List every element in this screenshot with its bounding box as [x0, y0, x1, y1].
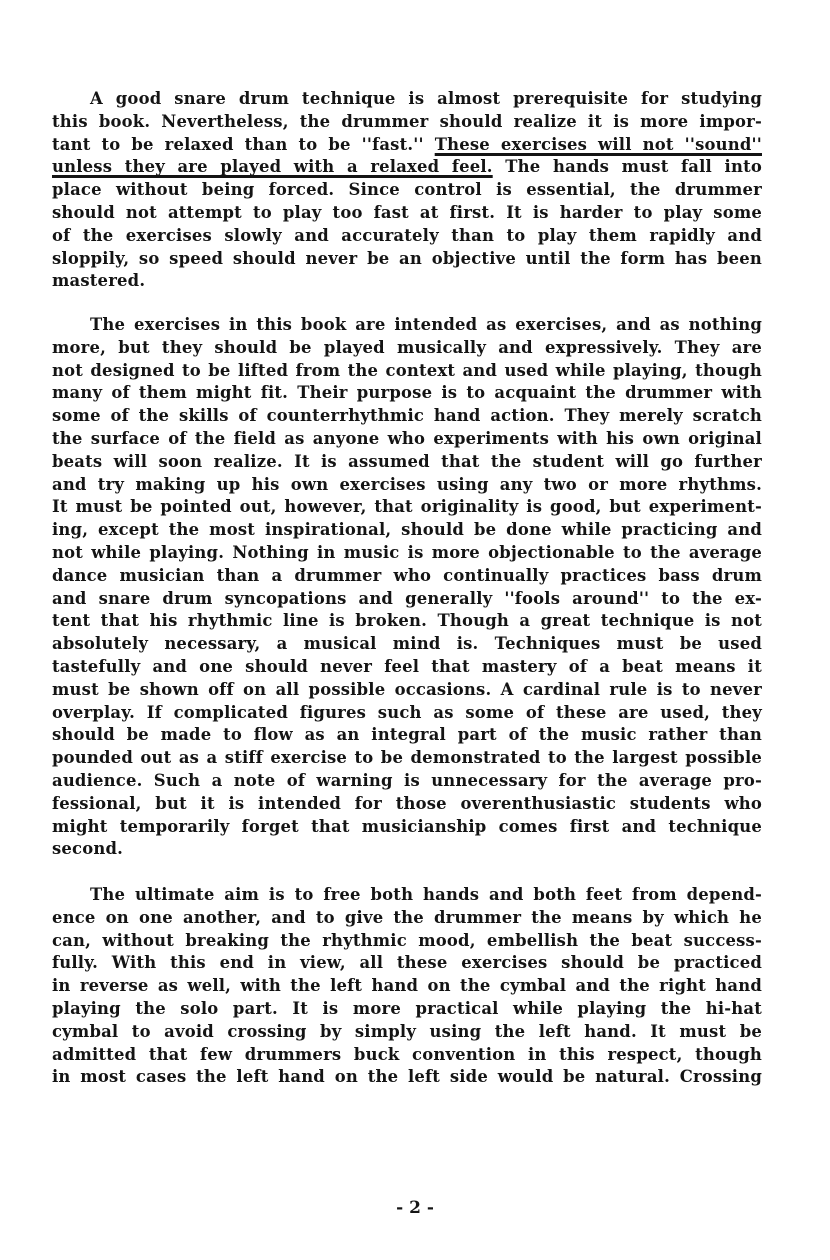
- text-segment: The hands must fall into: [505, 157, 762, 177]
- text-line: more, but they should be played musically and expressively. They are: [52, 337, 762, 357]
- underlined-text: unless they are played with a relaxed feel.: [52, 157, 493, 177]
- text-line: not designed to be lifted from the context and used while playing, though: [52, 360, 762, 380]
- text-line: dance musician than a drummer who continually practices bass drum: [52, 565, 762, 585]
- text-line: absolutely necessary, a musical mind is. Techniques must be used: [52, 634, 762, 654]
- text-line: some of the skills of counterrhythmic hand action. They merely scratch: [52, 406, 762, 426]
- underlined-text: These exercises will not ''sound'': [434, 134, 762, 154]
- text-line: in reverse as well, with the left hand on the cymbal and the right hand: [52, 976, 762, 996]
- text-line: audience. Such a note of warning is unnecessary for the average pro-: [52, 770, 762, 790]
- text-line: ence on one another, and to give the drummer the means by which he: [52, 907, 762, 927]
- text-line: sloppily, so speed should never be an objective until the form has been: [52, 248, 762, 268]
- text-line: tent that his rhythmic line is broken. Though a great technique is not: [52, 611, 762, 631]
- text-line: should be made to flow as an integral part of the music rather than: [52, 725, 762, 745]
- text-line: The exercises in this book are intended as exercises, and as nothing: [90, 315, 762, 334]
- text-line: playing the solo part. It is more practical while playing the hi-hat: [52, 998, 762, 1018]
- text-line: pounded out as a stiff exercise to be demonstrated to the largest possible: [52, 748, 762, 768]
- text-line: the surface of the field as anyone who experiments with his own original: [52, 428, 762, 448]
- paragraph-3: [52, 884, 762, 1089]
- text-line: and try making up his own exercises using any two or more rhythms.: [52, 474, 762, 494]
- text-line: fully. With this end in view, all these exercises should be practiced: [52, 953, 762, 973]
- text-line: might temporarily forget that musicianship comes first and technique: [52, 816, 762, 836]
- text-line: many of them might fit. Their purpose is to acquaint the drummer with: [52, 383, 762, 403]
- text-line: It must be pointed out, however, that originality is good, but experiment-: [52, 497, 762, 517]
- text-line: can, without breaking the rhythmic mood, embellish the beat success-: [52, 930, 762, 950]
- text-line: this book. Nevertheless, the drummer should realize it is more impor-: [52, 111, 762, 131]
- text-line: cymbal to avoid crossing by simply using the left hand. It must be: [52, 1021, 762, 1041]
- text-line: should not attempt to play too fast at first. It is harder to play some: [52, 202, 762, 222]
- text-line: must be shown off on all possible occasions. A cardinal rule is to never: [52, 679, 762, 699]
- paragraph-2: [52, 314, 762, 861]
- page-number: - 2 -: [396, 1198, 434, 1218]
- text-line: overplay. If complicated figures such as some of these are used, they: [52, 702, 762, 722]
- text-segment: tant to be relaxed than to be ''fast.'': [52, 134, 424, 154]
- text-line: ing, except the most inspirational, should be done while practicing and: [52, 520, 762, 540]
- text-line: mastered.: [52, 271, 146, 291]
- text-line: place without being forced. Since control is essential, the drummer: [52, 180, 762, 200]
- text-line-with-underline: [52, 156, 762, 179]
- text-line: beats will soon realize. It is assumed that the student will go further: [52, 451, 762, 471]
- text-line: admitted that few drummers buck convention in this respect, though: [52, 1044, 762, 1064]
- text-line: not while playing. Nothing in music is more objectionable to the average: [52, 542, 762, 562]
- text-line: tastefully and one should never feel that mastery of a beat means it: [52, 656, 762, 676]
- text-line-with-underline: [52, 134, 762, 157]
- text-line: and snare drum syncopations and generally ''fools around'' to the ex-: [52, 588, 762, 608]
- text-line: A good snare drum technique is almost prerequisite for studying: [90, 89, 762, 108]
- text-line: second.: [52, 839, 124, 859]
- text-line: of the exercises slowly and accurately than to play them rapidly and: [52, 225, 762, 245]
- text-line: in most cases the left hand on the left side would be natural. Crossing: [52, 1067, 762, 1087]
- paragraph-1: [52, 88, 762, 293]
- text-line: fessional, but it is intended for those overenthusiastic students who: [52, 793, 762, 813]
- text-line: The ultimate aim is to free both hands and both feet from depend-: [90, 885, 762, 904]
